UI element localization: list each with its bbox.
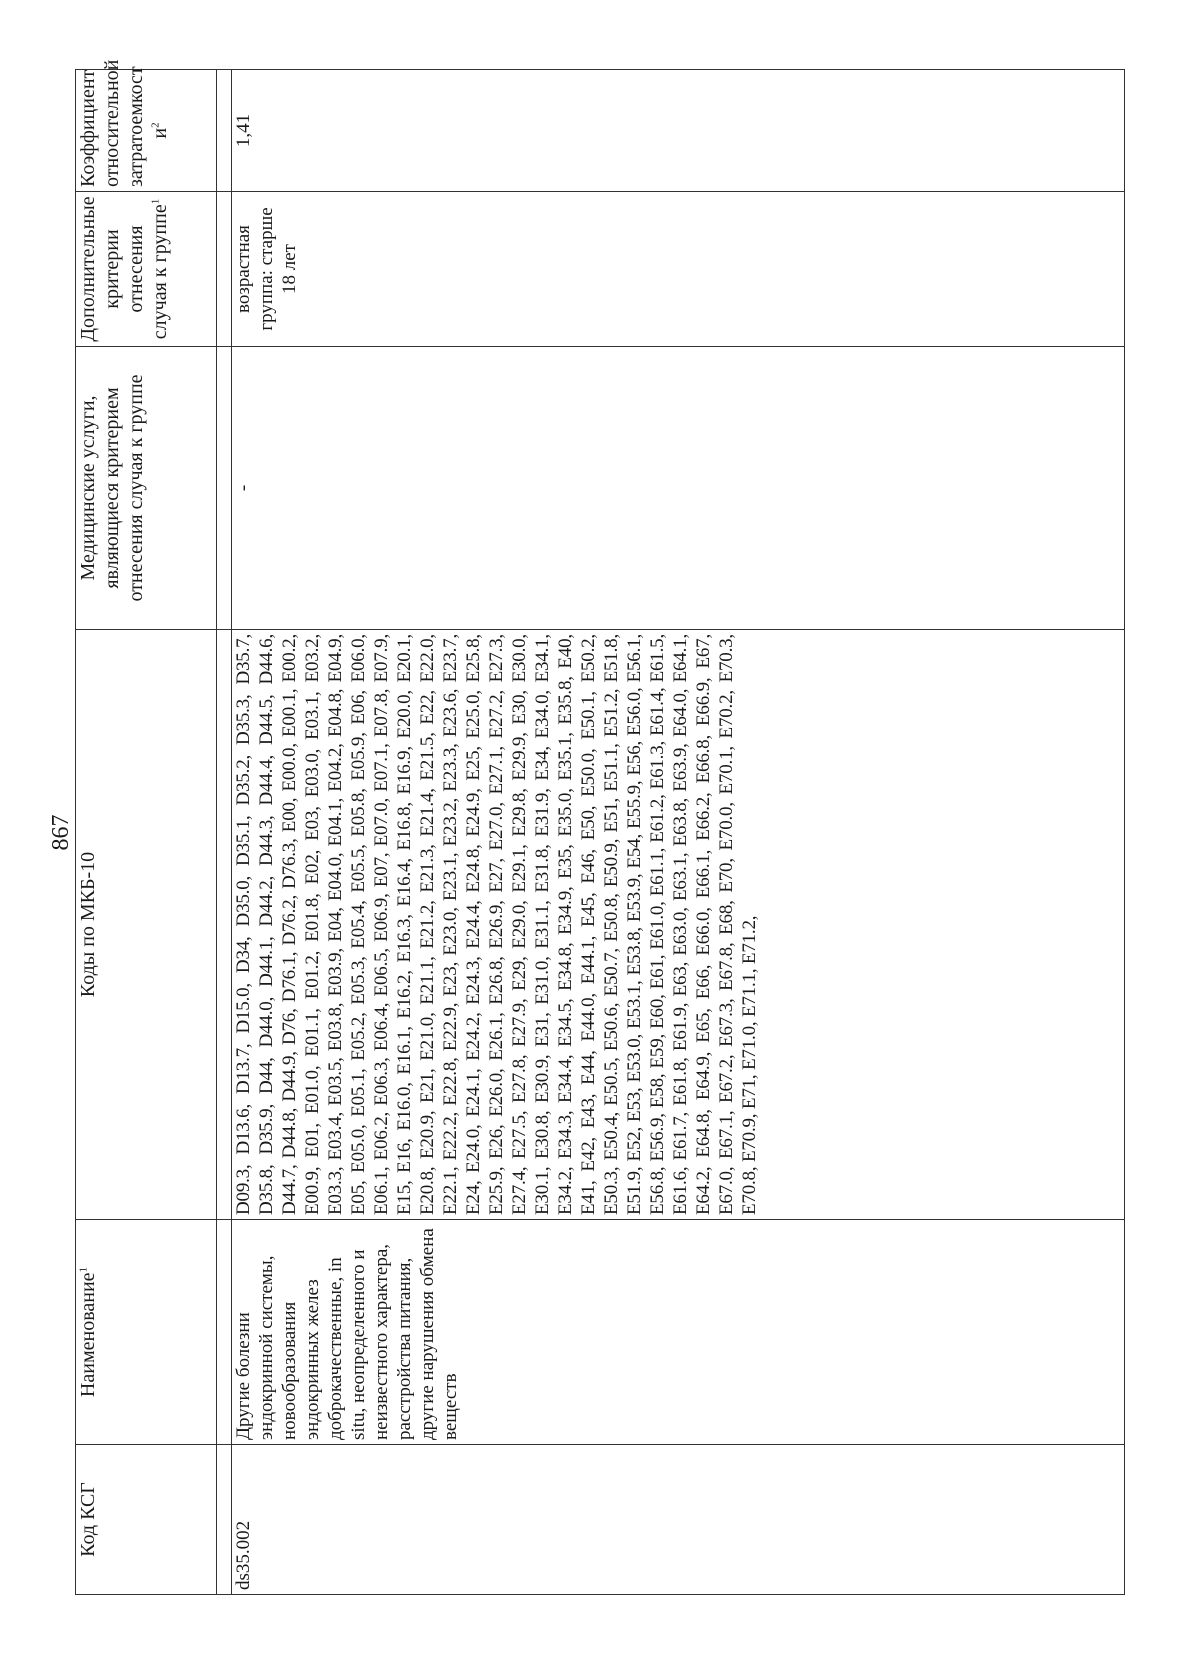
header-services: Медицинские услуги, являющиеся критерием отнесения случая к группе: [76, 347, 217, 630]
header-spacer-row: [217, 70, 232, 1595]
cell-name: Другие болезни эндокринной системы, новообразования эндокринных желез доброкачественные, in situ, неопределенного и неизвестного характера, расстройства питания, другие нарушения обмена веществ: [232, 1220, 1125, 1445]
header-icd: Коды по МКБ-10: [76, 630, 217, 1220]
cell-ksg-code: ds35.002: [232, 1445, 1125, 1595]
table-header-row: [76, 70, 217, 1595]
cell-coefficient: 1,41: [232, 70, 1125, 192]
cell-services: -: [232, 347, 1125, 630]
page-number: 867: [48, 814, 74, 851]
cell-criteria: возрастная группа: старше 18 лет: [232, 192, 1125, 347]
header-name: Наименование$^1$: [76, 1220, 217, 1445]
header-coefficient: Коэффициент относительной затратоемкост $и^2$: [76, 70, 217, 192]
header-code: Код КСГ: [76, 1445, 217, 1595]
cell-icd-codes: D09.3, D13.6, D13.7, D15.0, D34, D35.0, D35.1, D35.2, D35.3, D35.7, D35.8, D35.9, D44, D44.0, D44.1, D44.2, D44.3, D44.4, D44.5, D44.6, D44.7, D44.8, D44.9, D76, D76.1, D76.2, D76.3, E00, E00.0, E00.1, E00.2, E00.9, E01, E01.0, E01.1, E01.2, E01.8, E02, E03, E03.0, E03.1, E03.2, E03.3, E03.4, E03.5, E03.8, E03.9, E04, E04.0, E04.1, E04.2, E04.8, E04.9, E05, E05.0, E05.1, E05.2, E05.3, E05.4, E05.5, E05.8, E05.9, E06, E06.0, E06.1, E06.2, E06.3, E06.4, E06.5, E06.9, E07, E07.0, E07.1, E07.8, E07.9, E15, E16, E16.0, E16.1, E16.2, E16.3, E16.4, E16.8, E16.9, E20.0, E20.1, E20.8, E20.9, E21, E21.0, E21.1, E21.2, E21.3, E21.4, E21.5, E22, E22.0, E22.1, E22.2, E22.8, E22.9, E23, E23.0, E23.1, E23.2, E23.3, E23.6, E23.7, E24, E24.0, E24.1, E24.2, E24.3, E24.4, E24.8, E24.9, E25, E25.0, E25.8, E25.9, E26, E26.0, E26.1, E26.8, E26.9, E27, E27.0, E27.1, E27.2, E27.3, E27.4, E27.5, E27.8, E27.9, E29, E29.0, E29.1, E29.8, E29.9, E30, E30.0, E30.1, E30.8, E30.9, E31, E31.0, E31.1, E31.8, E31.9, E34, E34.0, E34.1, E34.2, E34.3, E34.4, E34.5, E34.8, E34.9, E35, E35.0, E35.1, E35.8, E40, E41, E42, E43, E44, E44.0, E44.1, E45, E46, E50, E50.0, E50.1, E50.2, E50.3, E50.4, E50.5, E50.6, E50.7, E50.8, E50.9, E51, E51.1, E51.2, E51.8, E51.9, E52, E53, E53.0, E53.1, E53.8, E53.9, E54, E55.9, E56, E56.0, E56.1, E56.8, E56.9, E58, E59, E60, E61, E61.0, E61.1, E61.2, E61.3, E61.4, E61.5, E61.6, E61.7, E61.8, E61.9, E63, E63.0, E63.1, E63.8, E63.9, E64.0, E64.1, E64.2, E64.8, E64.9, E65, E66, E66.0, E66.1, E66.2, E66.8, E66.9, E67, E67.0, E67.1, E67.2, E67.3, E67.8, E68, E70, E70.0, E70.1, E70.2, E70.3, E70.8, E70.9, E71, E71.0, E71.1, E71.2,: [232, 630, 1125, 1220]
table-row: [232, 70, 1125, 1595]
ksg-table: [75, 59, 1125, 1595]
header-criteria: Дополнительные критерии отнесения случая к группе$^1$: [76, 192, 217, 347]
